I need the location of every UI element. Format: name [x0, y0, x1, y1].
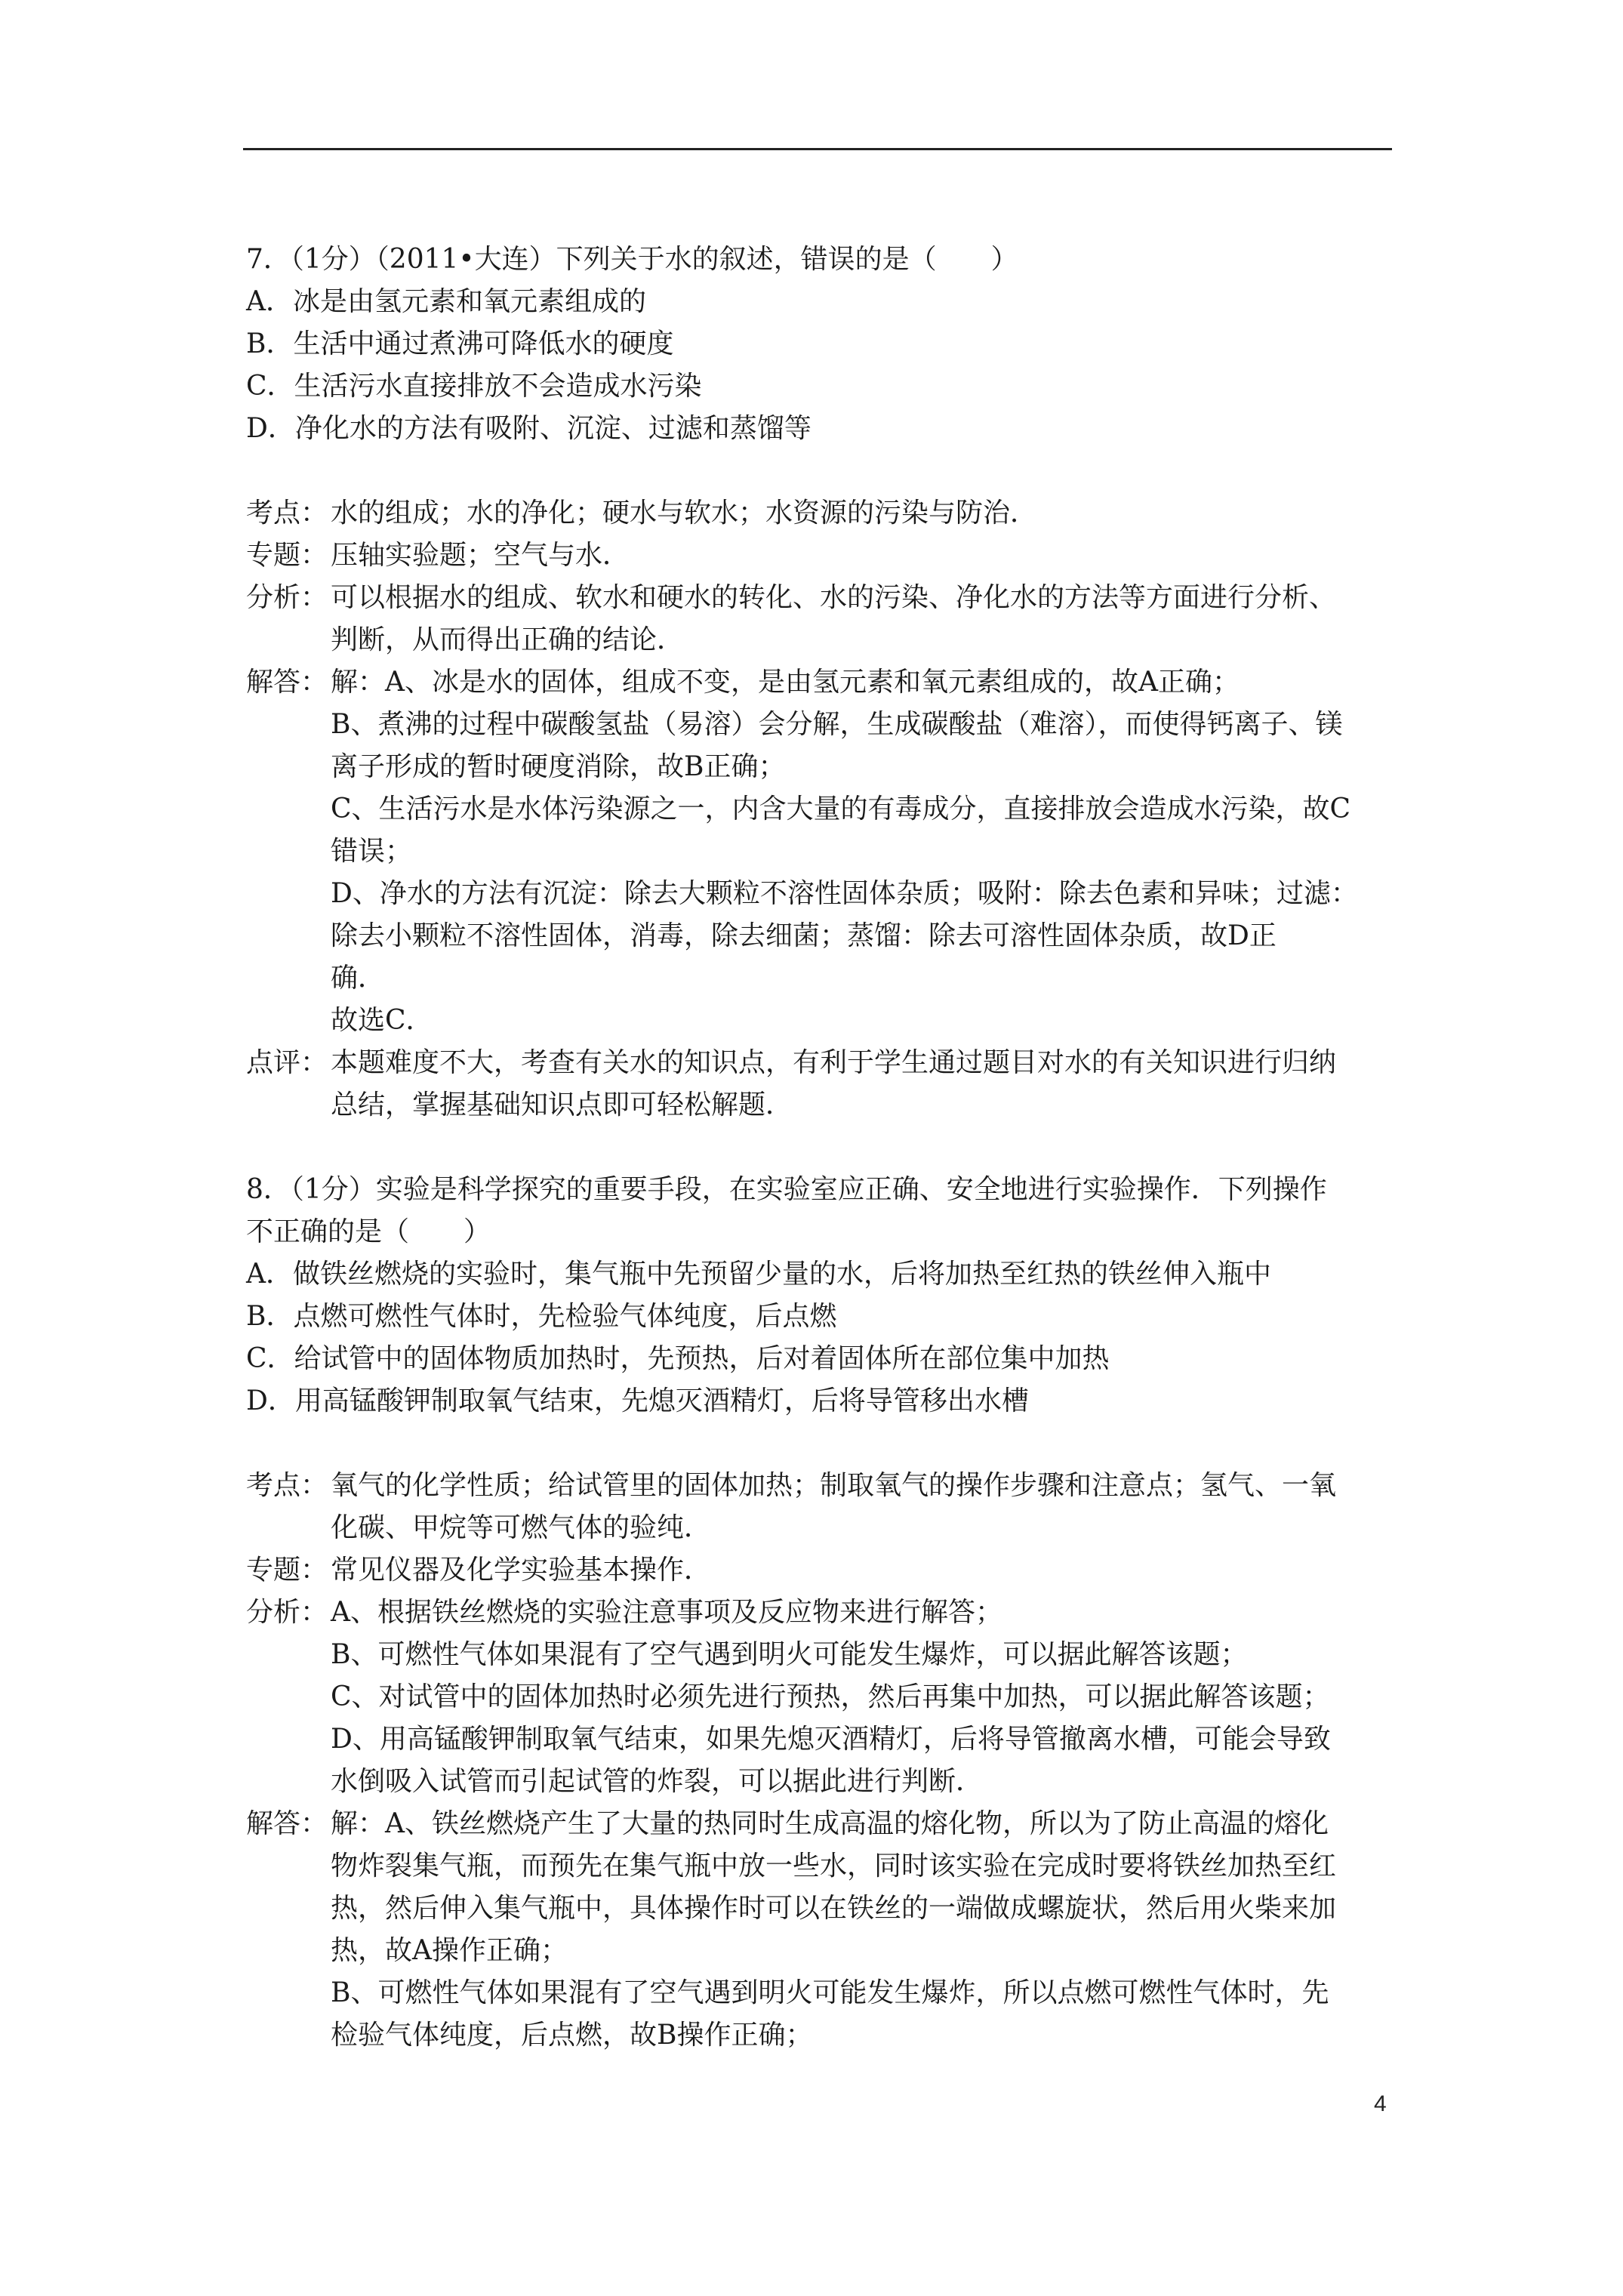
q8-zhuanti-label: 专题：	[246, 1555, 328, 1586]
q7-kaodian	[246, 492, 1394, 535]
q8-fenxi-line: 水倒吸入试管而引起试管的炸裂，可以据此进行判断．	[331, 1766, 984, 1797]
q8-jieda-line: 热，故A操作正确；	[331, 1935, 568, 1966]
q7-stem: 7．（1分）（2011•大连）下列关于水的叙述，错误的是（ ）	[246, 244, 1018, 275]
q8-option-b: B．点燃可燃性气体时，先检验气体纯度，后点燃	[246, 1301, 837, 1332]
q7-dianping	[246, 1042, 1394, 1126]
q7-option-d: D．净化水的方法有吸附、沉淀、过滤和蒸馏等	[246, 413, 812, 444]
q8-stem: 8．（1分）实验是科学探究的重要手段，在实验室应正确、安全地进行实验操作．下列操作	[246, 1174, 1327, 1205]
q8-stem: 不正确的是（ ）	[246, 1216, 491, 1247]
q7-answer: 故选C．	[331, 1005, 433, 1036]
q8-fenxi-line: C、对试管中的固体加热时必须先进行预热，然后再集中加热，可以据此解答该题；	[331, 1681, 1330, 1712]
q7-jieda-line: 除去小颗粒不溶性固体，消毒，除去细菌；蒸馏：除去可溶性固体杂质，故D正	[331, 920, 1277, 951]
q7-jieda-first: 解：A、冰是水的固体，组成不变，是由氢元素和氧元素组成的，故A正确；	[331, 667, 1240, 698]
q7-dianping-line: 本题难度不大，考查有关水的知识点，有利于学生通过题目对水的有关知识进行归纳	[331, 1047, 1337, 1078]
q7-kaodian-label: 考点：	[246, 498, 328, 529]
q7-jieda	[246, 661, 1394, 704]
q7-kaodian-text: 水的组成；水的净化；硬水与软水；水资源的污染与防治．	[331, 498, 1038, 529]
q7-jieda-label: 解答：	[246, 667, 328, 698]
q7-jieda-line: D、净水的方法有沉淀：除去大颗粒不溶性固体杂质；吸附：除去色素和异味；过滤：	[331, 878, 1358, 909]
q8-jieda-line: B、可燃性气体如果混有了空气遇到明火可能发生爆炸，所以点燃可燃性气体时，先	[331, 1977, 1329, 2008]
q8-fenxi-line: D、用高锰酸钾制取氧气结束，如果先熄灭酒精灯，后将导管撤离水槽，可能会导致	[331, 1724, 1331, 1755]
q7-fenxi-line: 判断，从而得出正确的结论．	[331, 624, 685, 655]
page-number: 4	[1374, 2091, 1387, 2116]
page-content	[246, 239, 1394, 2057]
q8-fenxi-label: 分析：	[246, 1597, 328, 1628]
q7-fenxi-label: 分析：	[246, 582, 328, 613]
q7-jieda-line: B、煮沸的过程中碳酸氢盐（易溶）会分解，生成碳酸盐（难溶），而使得钙离子、镁	[331, 709, 1343, 740]
q7-zhuanti	[246, 535, 1394, 577]
header-rule	[243, 148, 1392, 150]
q8-option-c: C．给试管中的固体物质加热时，先预热，后对着固体所在部位集中加热	[246, 1343, 1110, 1374]
q8-option-a: A．做铁丝燃烧的实验时，集气瓶中先预留少量的水，后将加热至红热的铁丝伸入瓶中	[246, 1259, 1271, 1290]
q7-jieda-line: 确．	[331, 963, 386, 994]
q8-jieda-first: 解：A、铁丝燃烧产生了大量的热同时生成高温的熔化物，所以为了防止高温的熔化	[331, 1808, 1329, 1839]
q8-jieda-line: 检验气体纯度，后点燃，故B操作正确；	[331, 2020, 813, 2051]
q8-fenxi-first: A、根据铁丝燃烧的实验注意事项及反应物来进行解答；	[331, 1597, 1002, 1628]
q8-fenxi	[246, 1592, 1394, 1634]
q8-kaodian-line: 氧气的化学性质；给试管里的固体加热；制取氧气的操作步骤和注意点；氢气、一氧	[331, 1470, 1337, 1501]
q8-fenxi-line: B、可燃性气体如果混有了空气遇到明火可能发生爆炸，可以据此解答该题；	[331, 1639, 1248, 1670]
q8-kaodian	[246, 1465, 1394, 1549]
q8-kaodian-label: 考点：	[246, 1470, 328, 1501]
q7-jieda-line: C、生活污水是水体污染源之一，内含大量的有毒成分，直接排放会造成水污染，故C	[331, 794, 1351, 824]
q7-zhuanti-label: 专题：	[246, 540, 328, 571]
q7-option-b: B．生活中通过煮沸可降低水的硬度	[246, 328, 674, 359]
q7-fenxi	[246, 577, 1394, 661]
q7-dianping-line: 总结，掌握基础知识点即可轻松解题．	[331, 1089, 793, 1120]
q8-jieda-label: 解答：	[246, 1808, 328, 1839]
q7-zhuanti-text: 压轴实验题；空气与水．	[331, 540, 630, 571]
q8-zhuanti	[246, 1549, 1394, 1592]
q8-kaodian-line: 化碳、甲烷等可燃气体的验纯．	[331, 1512, 712, 1543]
q8-jieda	[246, 1803, 1394, 1845]
q7-jieda-line: 错误；	[331, 836, 413, 867]
q7-jieda-line: 离子形成的暂时硬度消除，故B正确；	[331, 751, 786, 782]
q8-option-d: D．用高锰酸钾制取氧气结束，先熄灭酒精灯，后将导管移出水槽	[246, 1385, 1029, 1416]
q7-dianping-label: 点评：	[246, 1047, 328, 1078]
q8-jieda-line: 热，然后伸入集气瓶中，具体操作时可以在铁丝的一端做成螺旋状，然后用火柴来加	[331, 1893, 1337, 1924]
q7-fenxi-line: 可以根据水的组成、软水和硬水的转化、水的污染、净化水的方法等方面进行分析、	[331, 582, 1337, 613]
q8-zhuanti-text: 常见仪器及化学实验基本操作．	[331, 1555, 712, 1586]
q7-option-c: C．生活污水直接排放不会造成水污染	[246, 371, 702, 402]
q7-option-a: A．冰是由氢元素和氧元素组成的	[246, 286, 646, 317]
q8-jieda-line: 物炸裂集气瓶，而预先在集气瓶中放一些水，同时该实验在完成时要将铁丝加热至红	[331, 1851, 1337, 1881]
